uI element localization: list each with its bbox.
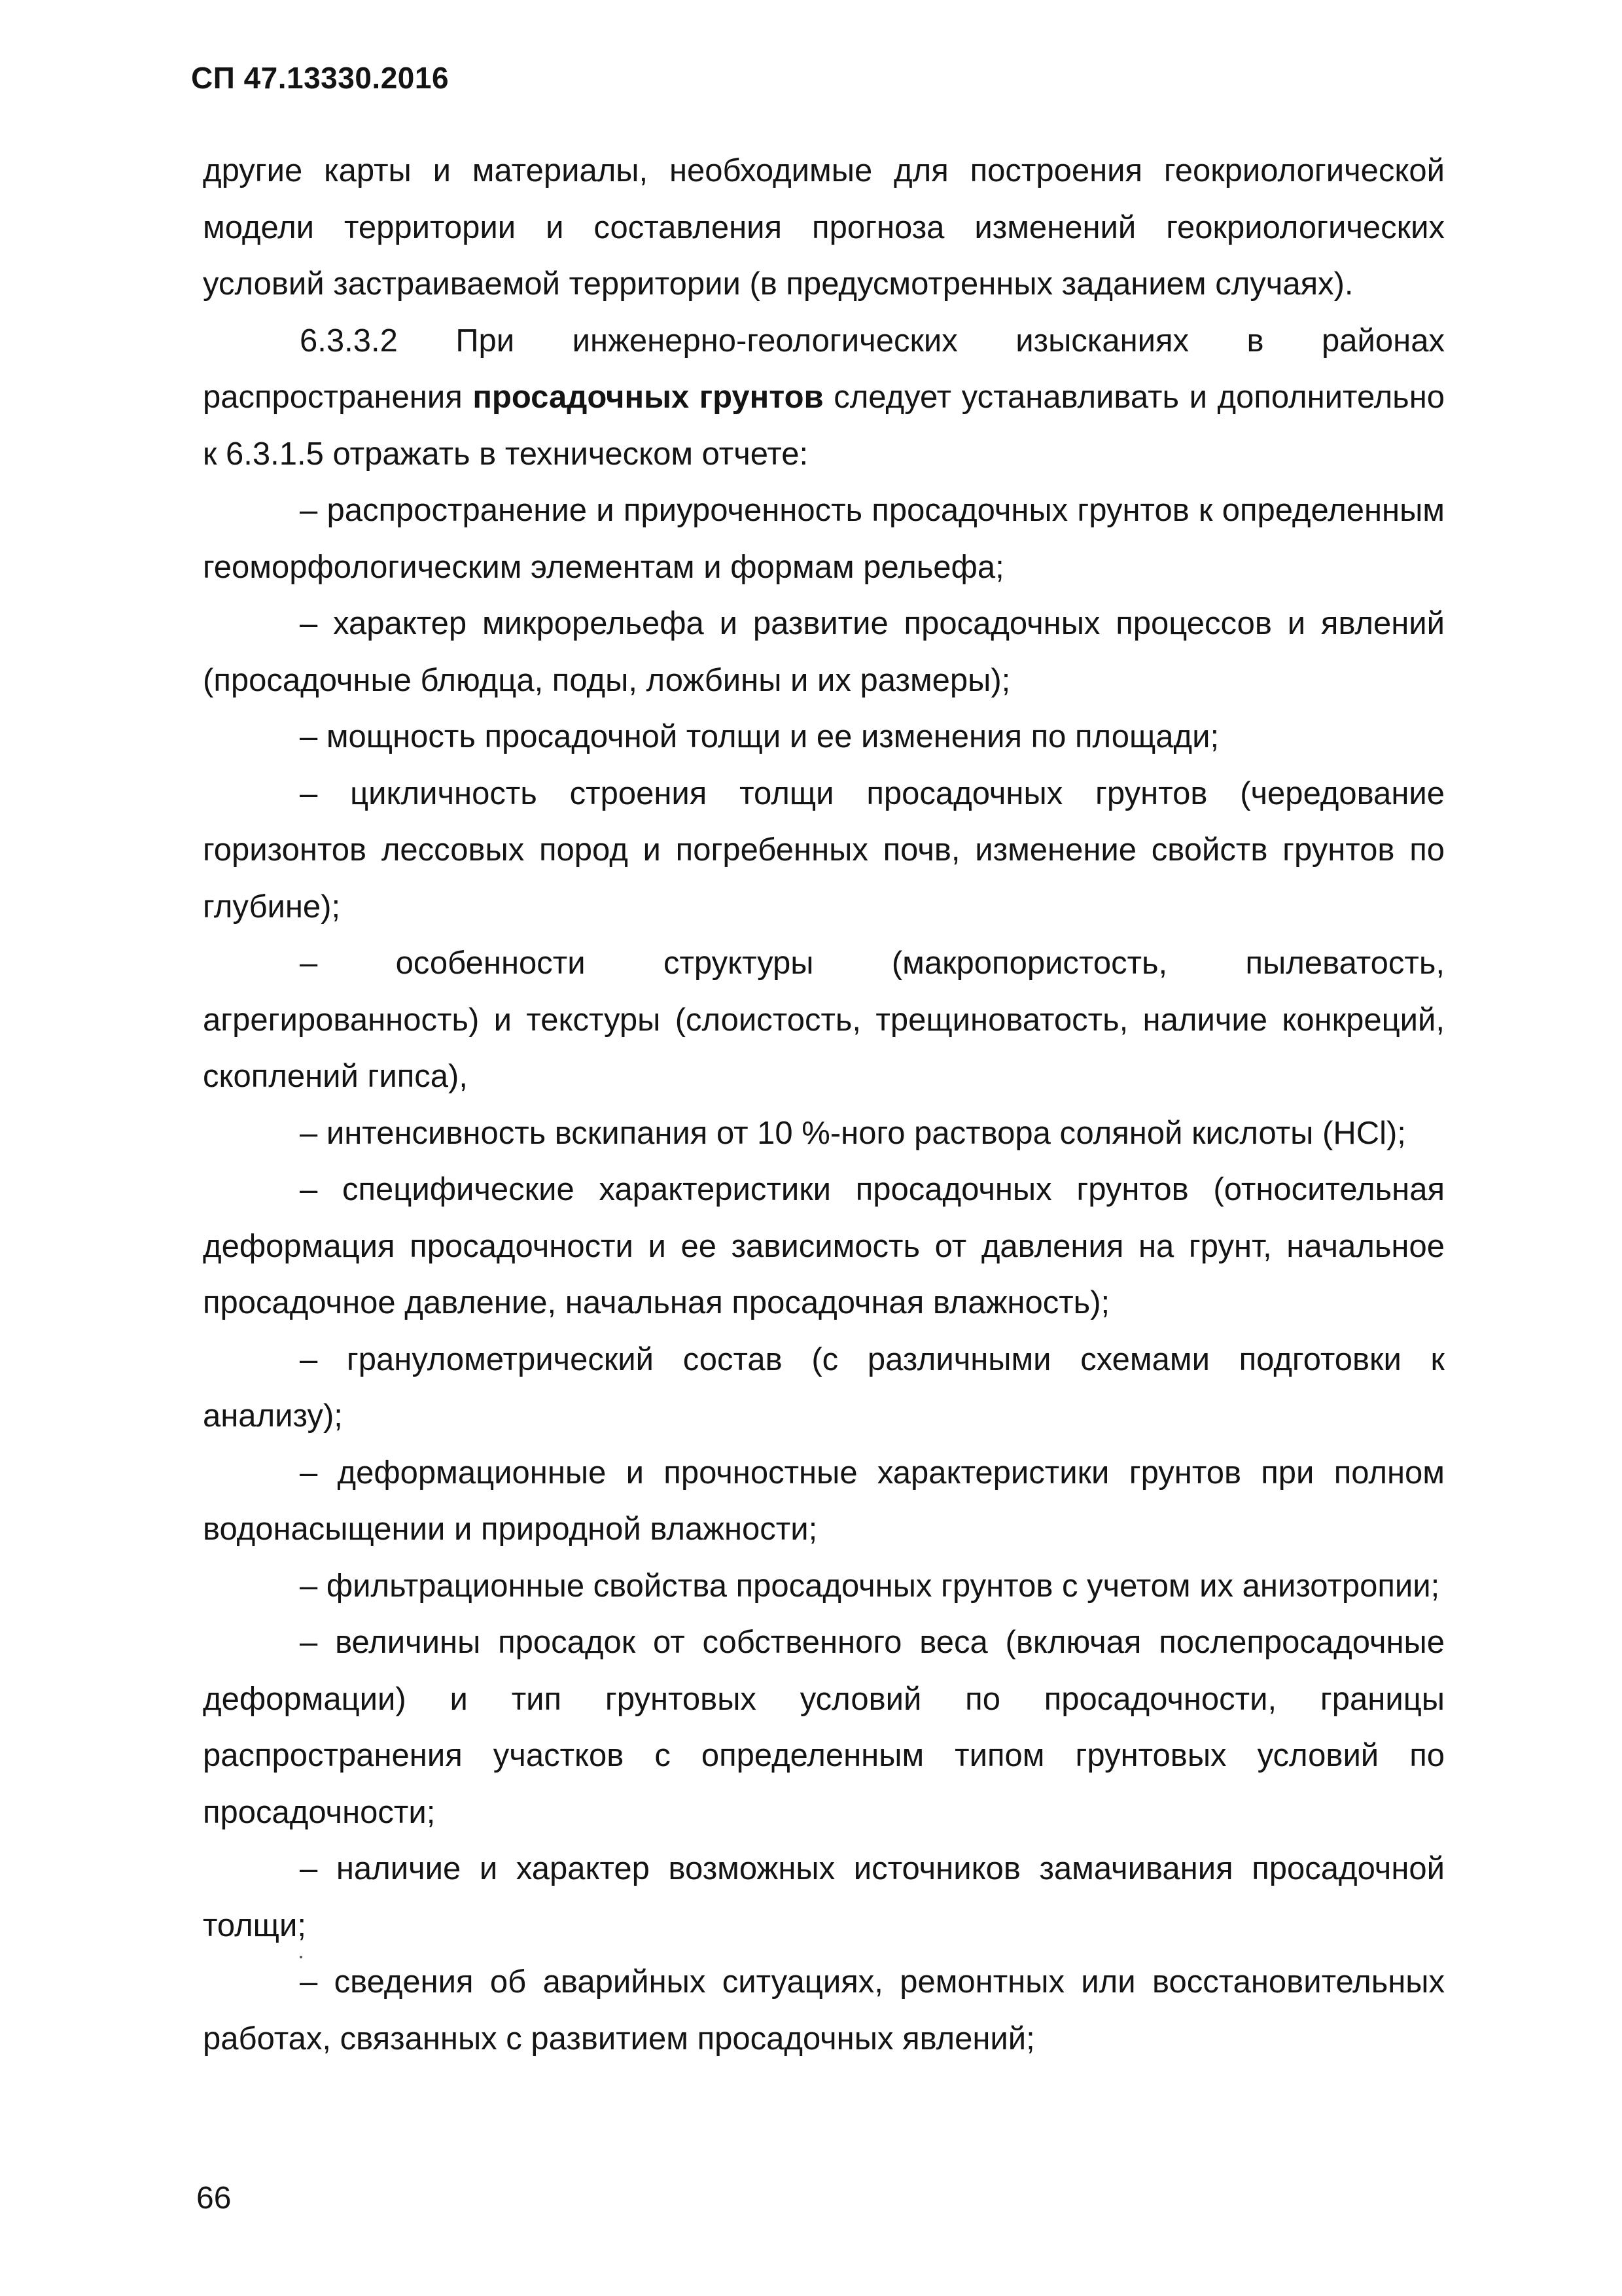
paragraph-continuation: другие карты и материалы, необходимые для построения геокриологической модели территории и составления прогноза изменений геокриологических условий застраиваемой территории (в предусмотренных заданием случаях). [203,153,1445,302]
clause-text-before: 6.3.3.2 При инженерно-геологических изысканиях в районах распространения [203,323,1445,415]
list-item: – гранулометрический состав (с различными схемами подготовки к анализу); [203,1341,1445,1434]
list-item: – характер микрорельефа и развитие просадочных процессов и явлений (просадочные блюдца, поды, ложбины и их размеры); [203,606,1445,698]
list-item: – фильтрационные свойства просадочных грунтов с учетом их анизотропии; [300,1568,1440,1604]
page-number: 66 [196,2181,232,2216]
list-item: – интенсивность вскипания от 10 %-ного раствора соляной кислоты (HCl); [300,1115,1406,1151]
list-item: – величины просадок от собственного веса (включая послепросадочные деформации) и тип грунтовых условий по просадочности, границы распространения участков с определенным типом грунтовых условий по просадочности; [203,1625,1445,1830]
list-item: – деформационные и прочностные характеристики грунтов при полном водонасыщении и природной влажности; [203,1455,1445,1547]
list-item: – распространение и приуроченность просадочных грунтов к определенным геоморфологическим элементам и формам рельефа; [203,493,1445,585]
list-item: – цикличность строения толщи просадочных грунтов (чередование горизонтов лессовых пород и погребенных почв, изменение свойств грунтов по глубине); [203,775,1445,925]
document-code-header: СП 47.13330.2016 [191,61,450,95]
clause-6-3-3-2 [203,313,1445,483]
list-item: – сведения об аварийных ситуациях, ремонтных или восстановительных работах, связанных с развитием просадочных явлений; [203,1964,1445,2057]
list-item: – наличие и характер возможных источников замачивания просадочной толщи; [203,1851,1445,1943]
clause-term-bold: просадочных грунтов [472,380,824,415]
scan-speck [300,1956,302,1958]
list-item: – специфические характеристики просадочных грунтов (относительная деформация просадочности и ее зависимость от давления на грунт, начальное просадочное давление, начальная просадочная влажность); [203,1172,1445,1320]
list-item: – особенности структуры (макропористость, пылеватость, агрегированность) и текстуры (слоистость, трещиноватость, наличие конкреций, скоплений гипса), [203,945,1445,1094]
body-text [203,143,1445,2067]
clause-text-after: следует устанавливать и дополнительно к 6.3.1.5 отражать в техническом отчете: [203,380,1445,472]
list-item: – мощность просадочной толщи и ее изменения по площади; [300,719,1220,754]
